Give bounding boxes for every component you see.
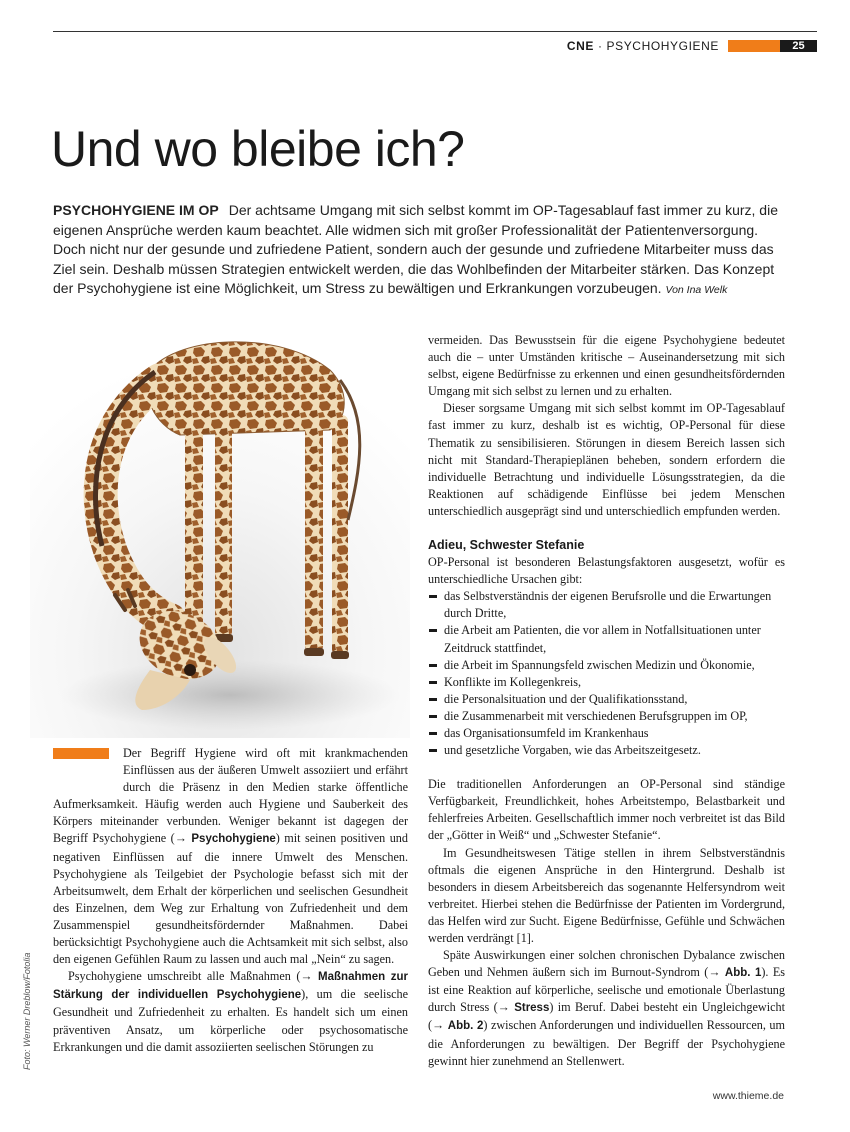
subsection-label: PSYCHOHYGIENE: [606, 39, 719, 53]
body-paragraph: Der Begriff Hygiene wird oft mit krankmachenden Einflüssen aus der äußeren Umwelt assoziiert und erfährt durch die Präsenz in den Medien starke öffentliche Aufmerksamkeit. Häufig werden auch Hygiene und Sauberkeit des Körpers miteinander verbunden. Weniger bekannt ist dagegen der Begriff Psychohygiene (→ Psychohygiene) mit seinen positiven und negativen Einflüssen auf die innere Umwelt des Menschen. Psychohygiene als Teilgebiet der Psychologie befasst sich mit der Arbeitsumwelt, dem Erhalt der körperlichen und seelischen Gesundheit des Einzelnen, dem Weg zur Erhaltung von Zufriedenheit und dem Zusammenspiel gesundheitsfördernder Maßnahmen. Dabei berücksichtigt Psychohygiene auch die Achtsamkeit mit sich selbst, also den eigenen Gefühlen Raum zu lassen und auch mal „Nein“ zu sagen.: [53, 746, 408, 967]
list-item: das Organisationsumfeld im Krankenhaus: [428, 725, 785, 742]
body-column-right: [428, 332, 785, 1070]
cross-reference[interactable]: Maßnahmen zur Stärkung der individuellen Psychohygiene: [53, 971, 409, 1002]
article-lead: [53, 201, 785, 301]
body-paragraph: Psychohygiene umschreibt alle Maßnahmen (→ Maßnahmen zur Stärkung der individuellen Psychohygiene), um die seelische Gesundheit und Zufriedenheit zu erhalten. Es handelt sich um einen präventiven Ansatz, um körperliche oder psychosomatische Erkrankungen und die damit assoziierten seelischen Störungen zu: [53, 969, 409, 1054]
section-heading: Adieu, Schwester Stefanie: [428, 538, 585, 553]
photo-credit: Foto: Werner Dreblow/Fotolia: [22, 952, 32, 1070]
body-paragraph: OP-Personal ist besonderen Belastungsfaktoren ausgesetzt, wofür es unterschiedliche Ursachen gibt:: [428, 555, 785, 587]
article-title: Und wo bleibe ich?: [51, 121, 465, 177]
lead-kicker: PSYCHOHYGIENE IM OP: [53, 202, 219, 218]
lead-text: Der achtsame Umgang mit sich selbst kommt im OP-Tagesablauf fast immer zu kurz, die eigenen Ansprüche werden kaum beachtet. Alle widmen sich mit großer Professionalität der Patientenversorgung. Doch nicht nur der gesunde und zufriedene Patient, sondern auch der gesunde und zufriedene Mitarbeiter muss das Ziel sein. Deshalb müssen Strategien entwickelt werden, die das Wohlbefinden der Mitarbeiter stärken. Das Konzept der Psychohygiene ist eine Möglichkeit, um Stress zu bewältigen und Erkrankungen vorzubeugen.: [53, 202, 778, 297]
byline: Von Ina Welk: [665, 284, 728, 297]
list-item: die Personalsituation und der Qualifikationsstand,: [428, 691, 785, 708]
figure-reference[interactable]: Abb. 1: [724, 967, 762, 980]
list-item: das Selbstverständnis der eigenen Berufsrolle und die Erwartungen durch Dritte,: [428, 588, 785, 622]
body-paragraph: Dieser sorgsame Umgang mit sich selbst kommt im OP-Tagesablauf fast immer zu kurz, deshalb ist es wichtig, OP-Personal für diese Thematik zu sensibilisieren. Störungen in diesem Bereich lassen sich nicht mit Standard-Therapieplänen beheben, sondern erfordern die individuelle Betrachtung und individuelle Lösungsstrategien, da die Reaktionen auf schädigende Einflüsse bei jedem Menschen unterschiedlich ausgeprägt sind und unterschiedlich empfunden werden.: [428, 401, 785, 518]
cross-reference[interactable]: Psychohygiene: [191, 833, 276, 846]
body-paragraph: vermeiden. Das Bewusstsein für die eigene Psychohygiene bedeutet auch die – unter Umständen kritische – Auseinandersetzung mit sich selbst, eigene Bedürfnisse zu erkennen und einen gesundheitsfördernden Umgang mit sich selbst zu lernen und zu erhalten.: [428, 333, 785, 399]
section-label: CNE: [566, 39, 595, 53]
list-item: Konflikte im Kollegenkreis,: [428, 674, 785, 691]
list-item: die Arbeit am Patienten, die vor allem in Notfallsituationen unter Zeitdruck stattfindet,: [428, 622, 785, 656]
header-separator: ·: [597, 39, 603, 53]
body-paragraph: Im Gesundheitswesen Tätige stellen in ihrem Selbstverständnis oftmals die eigenen Ansprüche in den Hintergrund. Deshalb ist besonders in diesem Arbeitsbereich das sogenannte Helfersyndrom weit verbreitet. Hierbei stehen die Bedürfnisse der Patienten im Vordergrund, das Helfen wird zur Sucht. Eigene Bedürfnisse, Gefühle und Schwächen werden verdrängt [1].: [428, 845, 785, 945]
giraffe-illustration: [30, 310, 410, 738]
list-item: die Arbeit im Spannungsfeld zwischen Medizin und Ökonomie,: [428, 657, 785, 674]
header-accent-bar: [728, 40, 780, 52]
footer-url[interactable]: www.thieme.de: [712, 1090, 784, 1102]
list-item: und gesetzliche Vorgaben, wie das Arbeitszeitgesetz.: [428, 742, 785, 759]
figure-reference[interactable]: Abb. 2: [447, 1020, 484, 1033]
section-header: [567, 39, 719, 53]
body-paragraph: Späte Auswirkungen einer solchen chronischen Dybalance zwischen Geben und Nehmen äußern sich im Burnout-Syndrom (→ Abb. 1). Es ist eine Reaktion auf körperliche, seelische und emotionale Überlastung durch Stress (→ Stress) im Beruf. Dabei besteht ein Ungleichgewicht (→ Abb. 2) zwischen Anforderungen und individuellen Ressourcen, um die Anforderungen zu bewältigen. Der Begriff der Psychohygiene gewinnt hier zunehmend an Stellenwert.: [428, 948, 786, 1068]
body-column-left: [53, 745, 408, 1056]
header-rule: [53, 31, 817, 32]
body-paragraph: Die traditionellen Anforderungen an OP-Personal sind ständige Verfügbarkeit, Freundlichkeit, hohes Arbeitstempo, Belastbarkeit und fehlerfreies Arbeiten. Gesellschaftlich immer noch verbreitet ist das Bild der „Götter in Weiß“ und „Schwester Stefanie“.: [428, 777, 785, 843]
page-number: 25: [780, 40, 817, 52]
bullet-list: [428, 588, 785, 759]
intro-accent-bar: [53, 748, 109, 759]
cross-reference[interactable]: Stress: [514, 1002, 550, 1015]
list-item: die Zusammenarbeit mit verschiedenen Berufsgruppen im OP,: [428, 708, 785, 725]
